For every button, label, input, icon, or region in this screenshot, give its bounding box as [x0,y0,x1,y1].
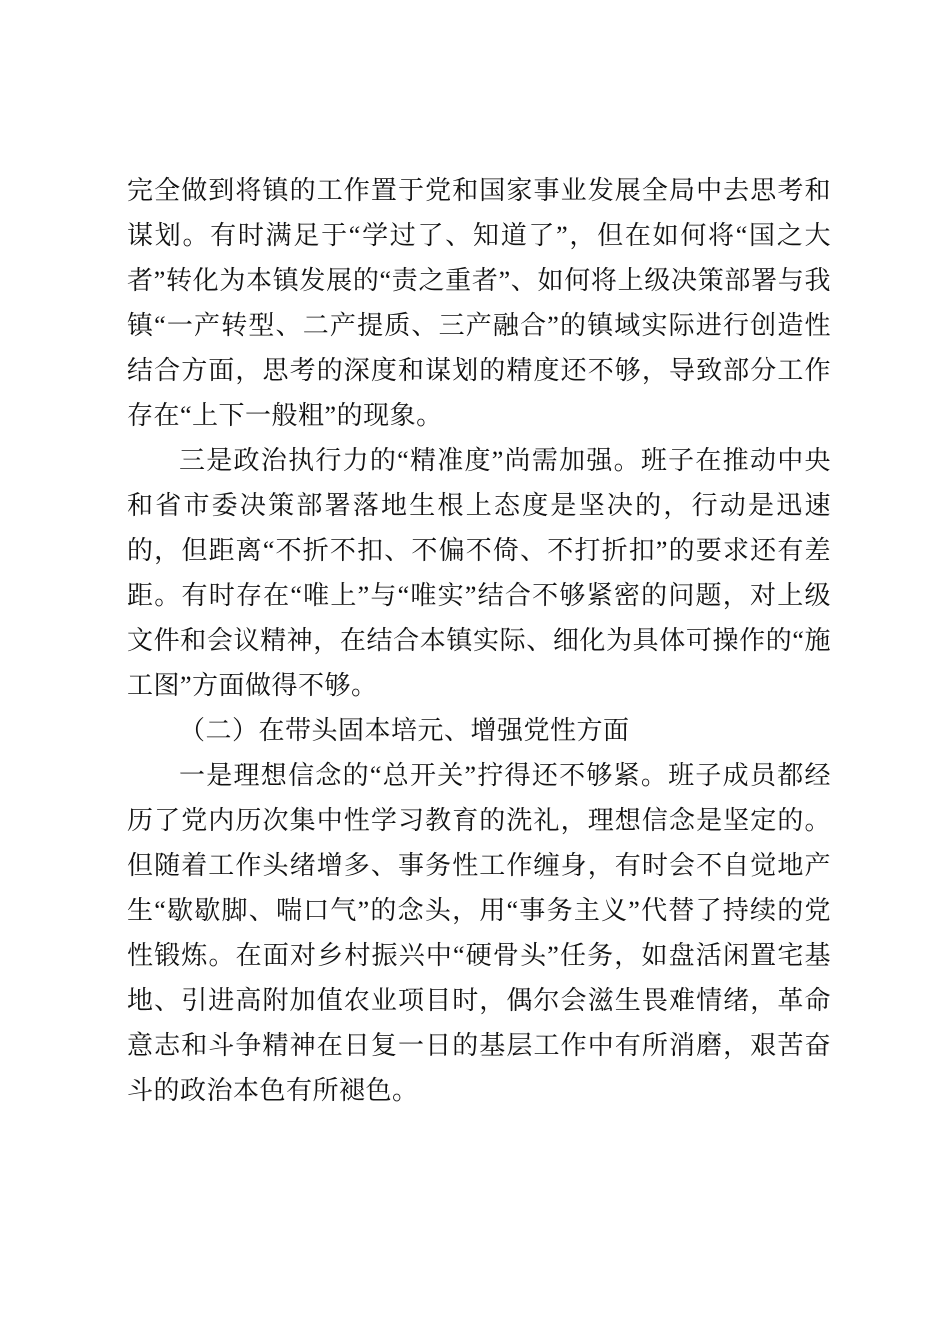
body-paragraph: 三是政治执行力的“精准度”尚需加强。班子在推动中央和省市委决策部署落地生根上态度是坚决的，行动是迅速的，但距离“不折不扣、不偏不倚、不打折扣”的要求还有差距。有时存在“唯上”与“唯实”结合不够紧密的问题，对上级文件和会议精神，在结合本镇实际、细化为具体可操作的“施工图”方面做得不够。 [127,446,831,700]
section-heading: （二）在带头固本培元、增强党性方面 [179,716,630,745]
body-paragraph: 完全做到将镇的工作置于党和国家事业发展全局中去思考和谋划。有时满足于“学过了、知道了”，但在如何将“国之大者”转化为本镇发展的“责之重者”、如何将上级决策部署与我镇“一产转型、二产提质、三产融合”的镇域实际进行创造性结合方面，思考的深度和谋划的精度还不够，导致部分工作存在“上下一般粗”的现象。 [127,176,831,430]
document-body [127,168,831,1113]
body-paragraph: 一是理想信念的“总开关”拧得还不够紧。班子成员都经历了党内历次集中性学习教育的洗礼，理想信念是坚定的。但随着工作头绪增多、事务性工作缠身，有时会不自觉地产生“歇歇脚、喘口气”的念头，用“事务主义”代替了持续的党性锻炼。在面对乡村振兴中“硬骨头”任务，如盘活闲置宅基地、引进高附加值农业项目时，偶尔会滋生畏难情绪，革命意志和斗争精神在日复一日的基层工作中有所消磨，艰苦奋斗的政治本色有所褪色。 [127,761,831,1105]
